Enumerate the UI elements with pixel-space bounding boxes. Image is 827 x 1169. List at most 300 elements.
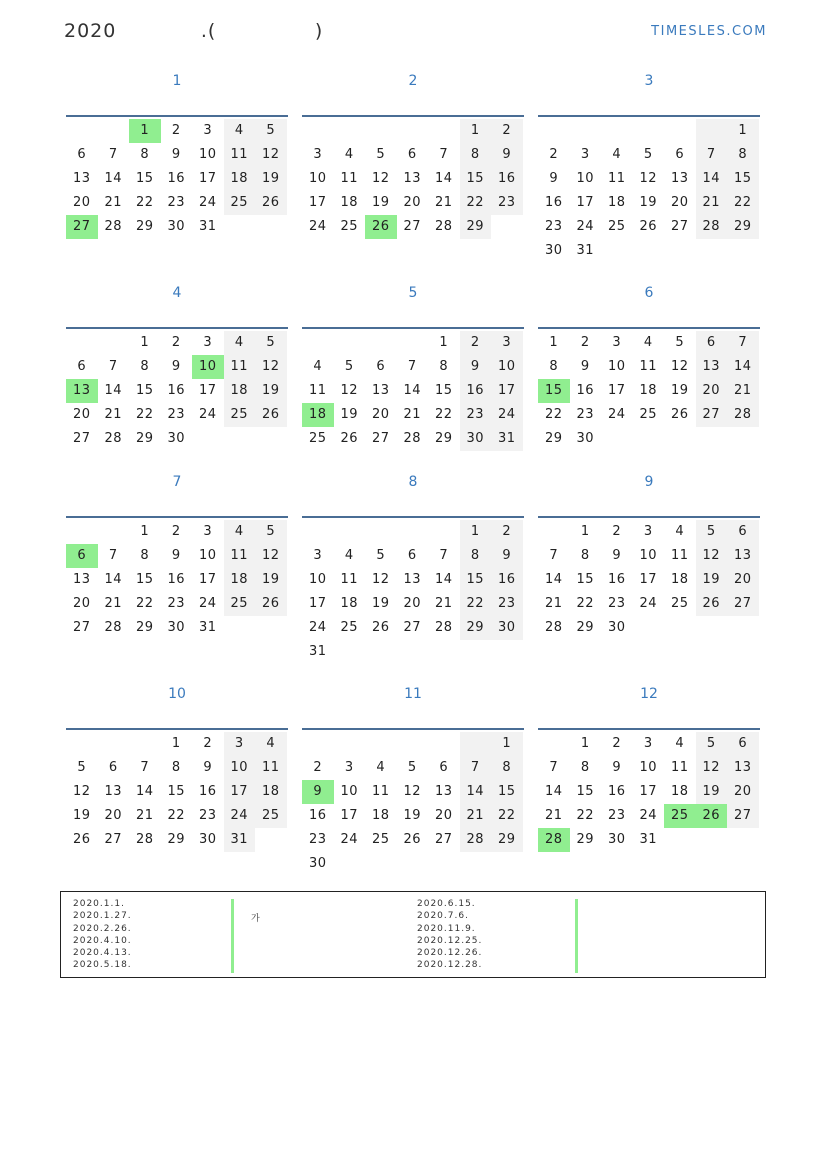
day-cell: 13 (403, 572, 422, 587)
week-row (66, 520, 288, 544)
day-cell: 20 (72, 407, 91, 422)
week-row (66, 143, 288, 167)
day-cell: 16 (167, 171, 186, 186)
holiday-date: 2020.12.26. (417, 948, 483, 959)
empty-day-cell (460, 640, 492, 664)
day-cell: 8 (549, 359, 559, 374)
day-cell: 22 (460, 191, 492, 215)
empty-day-cell (428, 732, 460, 756)
day-cell: 31 (576, 243, 595, 258)
day-cell: 6 (407, 548, 417, 563)
day-cell: 13 (696, 355, 728, 379)
week-row (66, 544, 288, 568)
day-cell: 12 (371, 572, 390, 587)
day-cell: 19 (255, 568, 287, 592)
empty-day-cell (334, 119, 366, 143)
empty-day-cell (302, 331, 334, 355)
day-cell: 22 (135, 195, 154, 210)
day-cell: 1 (460, 119, 492, 143)
day-cell: 23 (308, 832, 327, 847)
day-cell: 14 (544, 572, 563, 587)
holiday-legend-row (417, 960, 757, 972)
empty-day-cell (334, 640, 366, 664)
holiday-legend-row (417, 924, 757, 936)
month-divider (538, 327, 760, 329)
day-cell: 13 (727, 756, 759, 780)
day-cell: 7 (549, 548, 559, 563)
holiday-date: 2020.7.6. (417, 911, 469, 922)
day-cell: 17 (340, 808, 359, 823)
day-cell: 12 (340, 383, 359, 398)
day-cell: 18 (224, 568, 256, 592)
empty-day-cell (98, 520, 130, 544)
day-cell: 23 (576, 407, 595, 422)
week-row (66, 167, 288, 191)
week-row (538, 167, 760, 191)
empty-day-cell (491, 640, 523, 664)
week-row (538, 119, 760, 143)
day-cell: 11 (224, 355, 256, 379)
day-cell: 13 (72, 171, 91, 186)
week-row (302, 355, 524, 379)
day-cell: 22 (135, 596, 154, 611)
week-row (302, 756, 524, 780)
month-divider (302, 516, 524, 518)
day-cell: 29 (576, 832, 595, 847)
day-cell: 19 (371, 596, 390, 611)
day-cell: 25 (308, 431, 327, 446)
holiday-date: 2020.1.27. (73, 911, 132, 922)
empty-day-cell (255, 828, 287, 852)
day-cell: 23 (167, 596, 186, 611)
day-cell: 20 (670, 195, 689, 210)
day-cell: 17 (491, 379, 523, 403)
day-cell: 22 (460, 592, 492, 616)
day-cell: 5 (696, 732, 728, 756)
week-row (66, 568, 288, 592)
empty-day-cell (334, 331, 366, 355)
day-cell: 19 (255, 379, 287, 403)
holiday-legend-row (417, 948, 757, 960)
day-cell: 7 (460, 756, 492, 780)
month-title: 10 (168, 686, 186, 702)
day-cell: 1 (439, 335, 449, 350)
week-row (302, 427, 524, 451)
day-cell: 4 (344, 147, 354, 162)
day-cell: 2 (491, 119, 523, 143)
month-divider (302, 728, 524, 730)
day-cell: 13 (727, 544, 759, 568)
day-cell: 18 (255, 780, 287, 804)
week-row (538, 616, 760, 640)
empty-day-cell (66, 732, 98, 756)
day-cell: 11 (340, 572, 359, 587)
empty-day-cell (460, 852, 492, 876)
holiday-color-marker (575, 899, 578, 911)
week-row (66, 804, 288, 828)
day-cell: 2 (460, 331, 492, 355)
day-cell: 3 (643, 736, 653, 751)
day-cell: 29 (576, 620, 595, 635)
day-cell: 12 (255, 355, 287, 379)
day-cell: 10 (308, 171, 327, 186)
day-cell: 29 (434, 431, 453, 446)
empty-day-cell (334, 852, 366, 876)
week-row (538, 828, 760, 852)
day-cell: 18 (340, 195, 359, 210)
empty-day-cell (255, 215, 287, 239)
day-cell: 8 (140, 147, 150, 162)
week-row (302, 544, 524, 568)
week-row (302, 119, 524, 143)
empty-day-cell (365, 852, 397, 876)
day-cell: 26 (255, 592, 287, 616)
holiday-color-marker (575, 911, 578, 923)
day-cell: 5 (643, 147, 653, 162)
day-cell: 14 (434, 572, 453, 587)
day-cell: 26 (403, 832, 422, 847)
day-cell: 27 (727, 804, 759, 828)
week-row (302, 780, 524, 804)
day-cell: 28 (403, 431, 422, 446)
week-row (66, 780, 288, 804)
empty-day-cell (255, 427, 287, 451)
empty-day-cell (696, 119, 728, 143)
day-cell: 22 (576, 596, 595, 611)
day-cell: 21 (696, 191, 728, 215)
empty-day-cell (365, 331, 397, 355)
empty-day-cell (727, 427, 759, 451)
week-row (302, 167, 524, 191)
holiday-color-marker (231, 924, 234, 936)
day-cell: 25 (255, 804, 287, 828)
month-divider (538, 115, 760, 117)
month-divider (66, 115, 288, 117)
day-cell: 16 (167, 572, 186, 587)
day-cell: 15 (491, 780, 523, 804)
month-title: 11 (404, 686, 422, 702)
day-cell: 18 (607, 195, 626, 210)
day-cell: 25 (670, 596, 689, 611)
day-cell: 26 (670, 407, 689, 422)
day-cell: 8 (580, 548, 590, 563)
day-cell: 12 (696, 756, 728, 780)
day-cell: 10 (340, 784, 359, 799)
day-cell: 2 (313, 760, 323, 775)
day-cell: 11 (607, 171, 626, 186)
day-cell: 10 (198, 548, 217, 563)
day-cell: 22 (491, 804, 523, 828)
day-cell: 24 (308, 219, 327, 234)
week-row (538, 427, 760, 451)
day-cell: 10 (491, 355, 523, 379)
day-cell: 24 (198, 596, 217, 611)
day-cell: 7 (727, 331, 759, 355)
empty-day-cell (664, 239, 696, 263)
day-cell: 24 (491, 403, 523, 427)
day-cell: 17 (308, 596, 327, 611)
day-cell: 18 (670, 784, 689, 799)
week-row (538, 215, 760, 239)
week-row (538, 568, 760, 592)
day-cell: 10 (308, 572, 327, 587)
day-cell: 5 (407, 760, 417, 775)
week-row (302, 732, 524, 756)
day-cell: 31 (198, 219, 217, 234)
day-cell: 27 (670, 219, 689, 234)
day-cell: 30 (167, 219, 186, 234)
day-cell: 20 (403, 195, 422, 210)
day-cell: 13 (371, 383, 390, 398)
empty-day-cell (397, 520, 429, 544)
day-cell: 28 (544, 620, 563, 635)
day-cell: 21 (434, 195, 453, 210)
day-cell: 18 (639, 383, 658, 398)
week-row (538, 732, 760, 756)
holiday-date: 2020.6.15. (417, 899, 476, 909)
month-calendar (66, 282, 288, 451)
day-cell: 14 (104, 171, 123, 186)
holiday-date: 2020.2.26. (73, 923, 132, 934)
month-title: 5 (408, 285, 418, 301)
day-cell: 6 (727, 520, 759, 544)
holiday-legend-row (73, 924, 413, 936)
day-cell: 14 (460, 780, 492, 804)
day-cell: 25 (224, 592, 256, 616)
empty-day-cell (365, 520, 397, 544)
day-cell: 3 (224, 732, 256, 756)
day-cell: 30 (460, 427, 492, 451)
day-cell: 29 (460, 616, 492, 640)
empty-day-cell (664, 828, 696, 852)
empty-day-cell (334, 520, 366, 544)
day-cell: 2 (203, 736, 213, 751)
empty-day-cell (98, 331, 130, 355)
day-cell: 23 (607, 808, 626, 823)
empty-day-cell (570, 119, 602, 143)
day-cell: 19 (371, 195, 390, 210)
day-cell: 27 (72, 431, 91, 446)
week-row (302, 828, 524, 852)
day-cell: 17 (576, 195, 595, 210)
week-row (538, 379, 760, 403)
day-cell: 11 (224, 544, 256, 568)
month-calendar (538, 282, 760, 451)
day-cell: 19 (72, 808, 91, 823)
day-cell: 14 (403, 383, 422, 398)
empty-day-cell (460, 732, 492, 756)
empty-day-cell (224, 215, 256, 239)
day-cell: 26 (696, 592, 728, 616)
day-cell: 30 (491, 616, 523, 640)
day-cell: 6 (675, 147, 685, 162)
day-cell: 23 (198, 808, 217, 823)
day-cell: 9 (549, 171, 559, 186)
day-cell: 6 (376, 359, 386, 374)
day-cell: 9 (302, 780, 334, 804)
day-cell: 17 (198, 572, 217, 587)
day-cell: 8 (460, 544, 492, 568)
day-cell: 28 (104, 620, 123, 635)
day-cell: 30 (167, 620, 186, 635)
week-row (538, 780, 760, 804)
day-cell: 13 (72, 572, 91, 587)
day-cell: 24 (198, 407, 217, 422)
day-cell: 5 (344, 359, 354, 374)
day-cell: 29 (135, 431, 154, 446)
day-cell: 30 (198, 832, 217, 847)
day-cell: 14 (544, 784, 563, 799)
empty-day-cell (633, 239, 665, 263)
holiday-date: 2020.12.28. (417, 960, 483, 971)
week-row (66, 191, 288, 215)
day-cell: 3 (313, 147, 323, 162)
day-cell: 17 (198, 383, 217, 398)
month-calendar (66, 471, 288, 640)
day-cell: 15 (576, 572, 595, 587)
day-cell: 7 (108, 147, 118, 162)
day-cell: 12 (255, 544, 287, 568)
week-row (538, 331, 760, 355)
week-row (66, 355, 288, 379)
day-cell: 25 (371, 832, 390, 847)
day-cell: 24 (340, 832, 359, 847)
day-cell: 12 (696, 544, 728, 568)
month-calendar (302, 471, 524, 664)
day-cell: 29 (460, 215, 492, 239)
month-calendar (302, 683, 524, 876)
day-cell: 11 (308, 383, 327, 398)
empty-day-cell (98, 119, 130, 143)
day-cell: 19 (255, 167, 287, 191)
day-cell: 4 (675, 736, 685, 751)
day-cell: 4 (643, 335, 653, 350)
week-row (302, 852, 524, 876)
day-cell: 29 (544, 431, 563, 446)
day-cell: 8 (140, 548, 150, 563)
day-cell: 19 (639, 195, 658, 210)
day-cell: 25 (340, 620, 359, 635)
week-row (66, 403, 288, 427)
day-cell: 17 (198, 171, 217, 186)
day-cell: 18 (224, 379, 256, 403)
day-cell: 11 (224, 143, 256, 167)
holiday-color-marker (231, 948, 234, 960)
day-cell: 27 (434, 832, 453, 847)
day-cell: 15 (135, 572, 154, 587)
empty-day-cell (302, 520, 334, 544)
day-cell: 23 (491, 191, 523, 215)
day-cell: 23 (460, 403, 492, 427)
day-cell: 6 (66, 544, 98, 568)
empty-day-cell (633, 119, 665, 143)
month-calendar (302, 282, 524, 451)
day-cell: 26 (371, 620, 390, 635)
day-cell: 3 (203, 335, 213, 350)
day-cell: 28 (135, 832, 154, 847)
day-cell: 7 (439, 147, 449, 162)
day-cell: 17 (639, 572, 658, 587)
week-row (66, 331, 288, 355)
day-cell: 14 (696, 167, 728, 191)
day-cell: 8 (171, 760, 181, 775)
day-cell: 15 (135, 383, 154, 398)
day-cell: 26 (340, 431, 359, 446)
day-cell: 29 (135, 620, 154, 635)
day-cell: 16 (544, 195, 563, 210)
holiday-date: 2020.1.1. (73, 899, 125, 909)
day-cell: 3 (612, 335, 622, 350)
day-cell: 18 (302, 403, 334, 427)
week-row (302, 215, 524, 239)
day-cell: 22 (167, 808, 186, 823)
empty-day-cell (664, 119, 696, 143)
empty-day-cell (727, 616, 759, 640)
week-row (538, 756, 760, 780)
week-row (302, 520, 524, 544)
holiday-legend-row (73, 960, 413, 972)
day-cell: 9 (171, 359, 181, 374)
day-cell: 29 (167, 832, 186, 847)
day-cell: 31 (308, 644, 327, 659)
day-cell: 21 (104, 596, 123, 611)
holiday-date: 2020.11.9. (417, 923, 476, 934)
day-cell: 26 (696, 804, 728, 828)
day-cell: 11 (670, 548, 689, 563)
day-cell: 19 (340, 407, 359, 422)
day-cell: 24 (198, 195, 217, 210)
month-divider (538, 516, 760, 518)
week-row (302, 143, 524, 167)
day-cell: 18 (371, 808, 390, 823)
day-cell: 27 (403, 219, 422, 234)
day-cell: 18 (340, 596, 359, 611)
week-row (538, 520, 760, 544)
empty-day-cell (601, 239, 633, 263)
day-cell: 8 (140, 359, 150, 374)
day-cell: 16 (198, 784, 217, 799)
day-cell: 28 (104, 219, 123, 234)
day-cell: 9 (460, 355, 492, 379)
week-row (302, 616, 524, 640)
day-cell: 30 (607, 832, 626, 847)
day-cell: 19 (696, 568, 728, 592)
week-row (538, 403, 760, 427)
day-cell: 7 (696, 143, 728, 167)
empty-day-cell (302, 732, 334, 756)
day-cell: 24 (639, 808, 658, 823)
day-cell: 5 (696, 520, 728, 544)
holiday-color-marker (575, 936, 578, 948)
day-cell: 13 (670, 171, 689, 186)
day-cell: 20 (727, 568, 759, 592)
empty-day-cell (365, 119, 397, 143)
day-cell: 12 (403, 784, 422, 799)
day-cell: 25 (224, 403, 256, 427)
day-cell: 26 (639, 219, 658, 234)
day-cell: 28 (727, 403, 759, 427)
day-cell: 8 (491, 756, 523, 780)
empty-day-cell (428, 119, 460, 143)
day-cell: 2 (171, 335, 181, 350)
day-cell: 20 (104, 808, 123, 823)
day-cell: 31 (491, 427, 523, 451)
day-cell: 26 (255, 403, 287, 427)
day-cell: 10 (224, 756, 256, 780)
day-cell: 28 (696, 215, 728, 239)
week-row (538, 239, 760, 263)
brand-logo-text[interactable]: TIMESLES.COM (651, 24, 767, 39)
